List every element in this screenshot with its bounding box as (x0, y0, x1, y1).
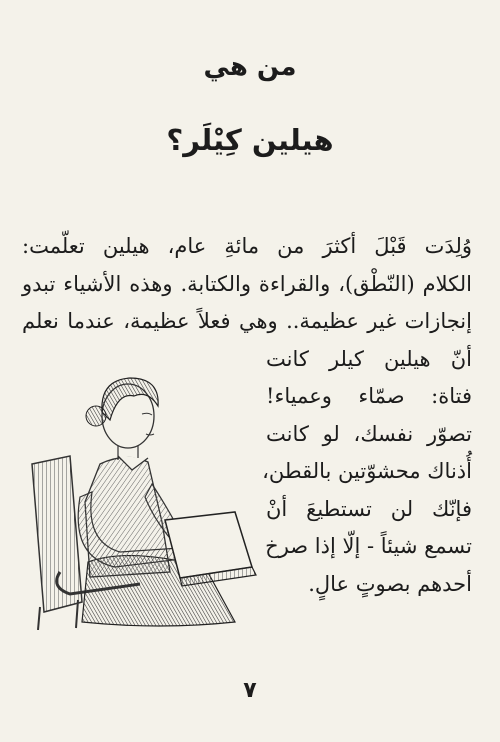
text-line: فتاة: صمّاء وعمياء! (266, 384, 472, 408)
text-line: إنجازات غير عظيمة.. وهي فعلاً عظيمة، عندما نعلم (22, 309, 472, 333)
page-title: من هي (203, 52, 297, 82)
text-line: وُلِدَت قَبْلَ أكثرَ من مائةِ عام، هيلين تعلّمت: (22, 234, 472, 258)
text-line: تصوّر نفسك، لو كانت (266, 421, 472, 446)
page-number: ٧ (243, 678, 257, 703)
text-line: أنّ هيلين كيلر كانت (266, 346, 472, 371)
text-line: أحدهم بصوتٍ عالٍ. (308, 571, 472, 596)
girl-reading-braille-illustration (30, 372, 260, 630)
text-line: تسمع شيئاً - إلّا إذا صرخ (265, 534, 472, 558)
page-subtitle: هيلين كِيْلَر؟ (166, 123, 334, 157)
text-line: الكلام (النّطْق)، والقراءة والكتابة. وهذه الأشياء تبدو (22, 271, 472, 296)
text-line: فإنّك لن تستطيعَ أنْ (266, 496, 472, 521)
text-line: أُذناك محشوّتين بالقطن، (262, 459, 472, 483)
